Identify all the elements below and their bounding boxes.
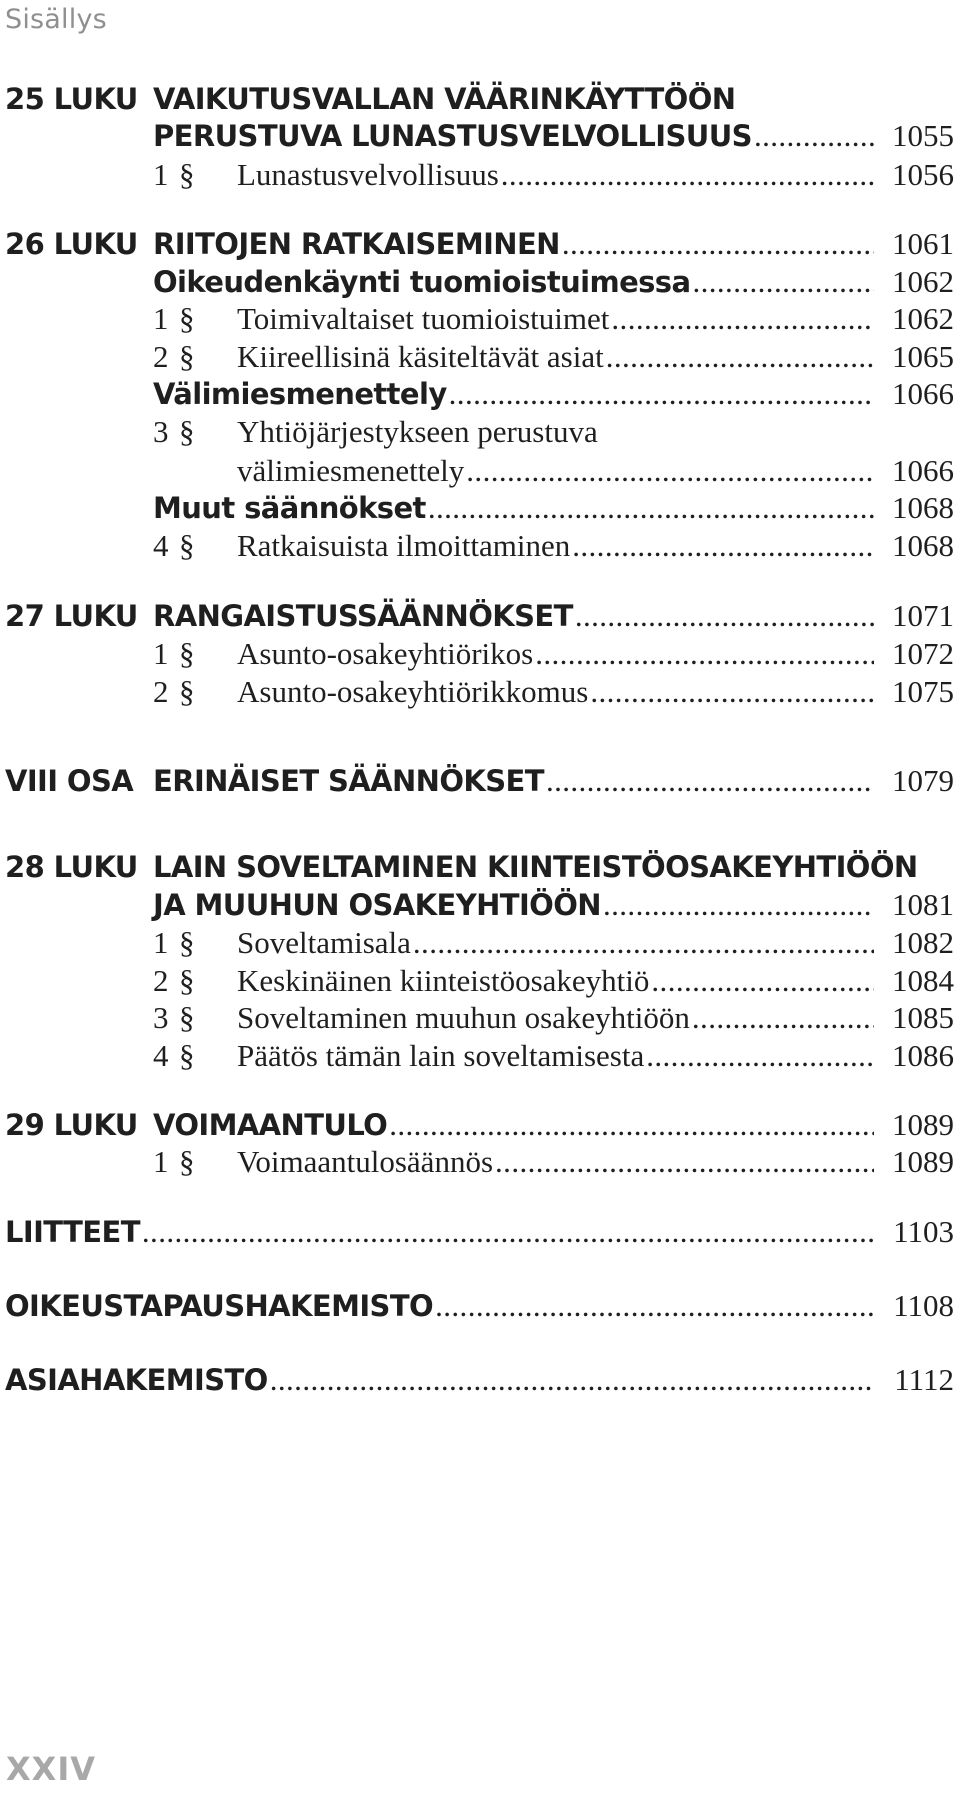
leader-dots: [692, 261, 874, 303]
section-number: 2 §: [153, 674, 195, 709]
leader-dots: [413, 922, 874, 964]
section-title: Voimaantulosäännös: [237, 1144, 494, 1179]
section-number: 1 §: [153, 925, 195, 960]
subheading-title: Oikeudenkäynti tuomioistuimessa: [153, 265, 691, 299]
section-number: 1 §: [153, 301, 195, 336]
appendices-title: LIITTEET: [5, 1215, 140, 1249]
section-number: 3 §: [153, 414, 195, 449]
leader-dots: [466, 450, 874, 492]
section-title: Kiireellisinä käsiteltävät asiat: [237, 339, 604, 374]
section-number: 4 §: [153, 528, 195, 563]
toc-chapter-27: [0, 595, 960, 637]
subheading-title: Välimiesmenettely: [153, 377, 447, 411]
subheading-title: Muut säännökset: [153, 491, 426, 525]
page-number: 1055: [892, 118, 954, 153]
section-number: 2 §: [153, 963, 195, 998]
leader-dots: [435, 1285, 874, 1327]
section-title: Asunto-osakeyhtiörikkomus: [237, 674, 589, 709]
chapter-label: 29 LUKU: [5, 1108, 138, 1142]
toc-section: [0, 633, 960, 675]
toc-section: [0, 671, 960, 713]
page-number: 1079: [892, 763, 954, 798]
toc-appendices: [0, 1211, 960, 1253]
toc-chapter-29: [0, 1104, 960, 1146]
section-number: 2 §: [153, 339, 195, 374]
chapter-title: JA MUUHUN OSAKEYHTIÖÖN: [153, 888, 601, 922]
chapter-title: VAIKUTUSVALLAN VÄÄRINKÄYTTÖÖN: [153, 82, 736, 116]
chapter-label: 28 LUKU: [5, 850, 138, 884]
chapter-label: 26 LUKU: [5, 227, 138, 261]
toc-chapter-28: [0, 846, 960, 888]
toc-subheading: [0, 261, 960, 303]
section-number: 1 §: [153, 1144, 195, 1179]
toc-section: [0, 525, 960, 567]
subject-index-title: ASIAHAKEMISTO: [5, 1363, 268, 1397]
chapter-label: 25 LUKU: [5, 82, 138, 116]
toc-section: [0, 1035, 960, 1077]
page-number: 1061: [892, 226, 954, 261]
section-number: 3 §: [153, 1000, 195, 1035]
section-number: 1 §: [153, 636, 195, 671]
page-number: 1086: [892, 1038, 954, 1073]
leader-dots: [572, 525, 874, 567]
footer-page-number: XXIV: [6, 1750, 97, 1788]
toc-section: [0, 960, 960, 1002]
leader-dots: [270, 1359, 874, 1401]
leader-dots: [562, 223, 874, 265]
page-number: 1082: [892, 925, 954, 960]
leader-dots: [575, 595, 874, 637]
toc-section: [0, 997, 960, 1039]
page-number: 1085: [892, 1000, 954, 1035]
page-number: 1065: [892, 339, 954, 374]
page-number: 1062: [892, 264, 954, 299]
toc-section: [0, 411, 960, 453]
part-title: ERINÄISET SÄÄNNÖKSET: [153, 764, 544, 798]
page-number: 1062: [892, 301, 954, 336]
section-title: Lunastusvelvollisuus: [237, 157, 499, 192]
section-title: Päätös tämän lain soveltamisesta: [237, 1038, 645, 1073]
toc-chapter-25: [0, 78, 960, 120]
toc-section-cont: [0, 450, 960, 492]
leader-dots: [428, 487, 874, 529]
page-number: 1089: [892, 1107, 954, 1142]
section-number: 4 §: [153, 1038, 195, 1073]
leader-dots: [603, 884, 874, 926]
section-title: Ratkaisuista ilmoittaminen: [237, 528, 571, 563]
leader-dots: [501, 154, 874, 196]
toc-section: [0, 922, 960, 964]
chapter-title: LAIN SOVELTAMINEN KIINTEISTÖOSAKEYHTIÖÖN: [153, 850, 918, 884]
toc-chapter-25-title-cont: [0, 115, 960, 157]
page-number: 1071: [892, 598, 954, 633]
chapter-title: PERUSTUVA LUNASTUSVELVOLLISUUS: [153, 119, 752, 153]
page-number: 1108: [893, 1288, 954, 1323]
leader-dots: [142, 1211, 874, 1253]
page-number: 1112: [894, 1362, 954, 1397]
section-title: Soveltaminen muuhun osakeyhtiöön: [237, 1000, 690, 1035]
toc-subject-index: [0, 1359, 960, 1401]
leader-dots: [495, 1141, 874, 1183]
toc-subheading: [0, 487, 960, 529]
chapter-title: VOIMAANTULO: [153, 1108, 388, 1142]
section-title: Yhtiöjärjestykseen perustuva: [237, 414, 598, 449]
chapter-title: RANGAISTUSSÄÄNNÖKSET: [153, 599, 573, 633]
section-number: 1 §: [153, 157, 195, 192]
leader-dots: [546, 760, 874, 802]
toc-section: [0, 154, 960, 196]
chapter-title: RIITOJEN RATKAISEMINEN: [153, 227, 560, 261]
running-header: Sisällys: [5, 4, 107, 35]
section-title: Keskinäinen kiinteistöosakeyhtiö: [237, 963, 650, 998]
section-title: Soveltamisala: [237, 925, 411, 960]
part-label: VIII OSA: [5, 764, 134, 798]
chapter-label: 27 LUKU: [5, 599, 138, 633]
toc-part-8: [0, 760, 960, 802]
page-number: 1084: [892, 963, 954, 998]
page-number: 1089: [892, 1144, 954, 1179]
leader-dots: [389, 1104, 874, 1146]
toc-section: [0, 1141, 960, 1183]
page-number: 1056: [892, 157, 954, 192]
section-title: välimiesmenettely: [237, 453, 465, 488]
toc-subheading: [0, 373, 960, 415]
page-number: 1068: [892, 490, 954, 525]
leader-dots: [590, 671, 874, 713]
leader-dots: [606, 336, 874, 378]
toc-chapter-28-title-cont: [0, 884, 960, 926]
toc-case-index: [0, 1285, 960, 1327]
section-title: Toimivaltaiset tuomioistuimet: [237, 301, 610, 336]
leader-dots: [754, 115, 874, 157]
case-index-title: OIKEUSTAPAUSHAKEMISTO: [5, 1289, 434, 1323]
toc-section: [0, 298, 960, 340]
page-number: 1103: [893, 1214, 954, 1249]
page-number: 1066: [892, 376, 954, 411]
leader-dots: [651, 960, 874, 1002]
section-title: Asunto-osakeyhtiörikos: [237, 636, 534, 671]
leader-dots: [449, 373, 874, 415]
leader-dots: [611, 298, 874, 340]
page-number: 1066: [892, 453, 954, 488]
toc-section: [0, 336, 960, 378]
page-number: 1075: [892, 674, 954, 709]
page-number: 1068: [892, 528, 954, 563]
page-number: 1072: [892, 636, 954, 671]
leader-dots: [692, 997, 874, 1039]
toc-chapter-26: [0, 223, 960, 265]
leader-dots: [646, 1035, 874, 1077]
page-number: 1081: [892, 887, 954, 922]
leader-dots: [535, 633, 874, 675]
